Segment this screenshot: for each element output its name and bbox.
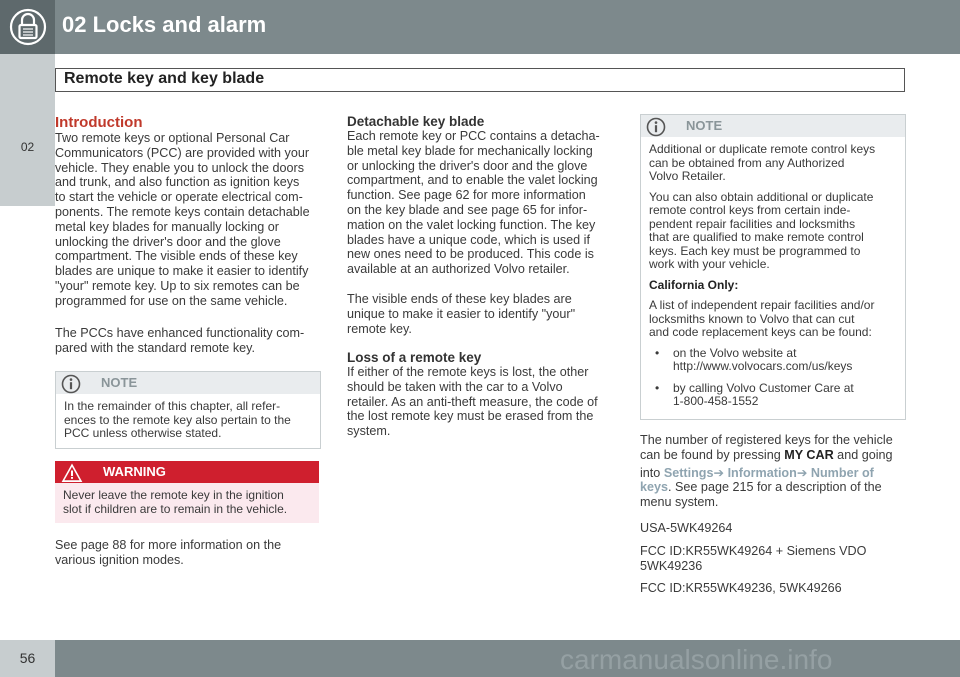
note-box-2	[640, 114, 906, 420]
note-text: Additional or duplicate remote control keys can be obtained from any Authorized Volvo Retailer. You can also obtain additional or duplicate remote control keys from certain inde- pendent repair facilities and locksmiths that are qualified to make remote control keys. Each key must be programmed to work with your vehicle. California Only: A list of independent repair facilities and/or locksmiths known to Volvo that can cut and code replacement keys can be found: • on the Volvo website at http://www.volvocars.com/us/keys • by calling Volvo Customer Care at 1-800-458-1552	[641, 137, 905, 425]
menu-settings: Settings	[663, 465, 714, 480]
intro-paragraph-1: Two remote keys or optional Personal Car Communicators (PCC) are provided with your vehicle. They enable you to unlock the doors and trunk, and also function as ignition keys to start the vehicle or operate electrical com- ponents. The remote keys contain detachable metal key blades for manually locking or unlocking the driver's door and the glove compartment. The visible ends of these key blades are unique to make it easier to identify "your" remote key. Up to six remotes can be programmed for use on the same vehicle.	[55, 131, 310, 308]
see-page-paragraph: See page 88 for more information on the various ignition modes.	[55, 538, 282, 567]
menu-information: Information	[727, 465, 797, 480]
detachable-key-paragraph-1: Each remote key or PCC contains a detacha- ble metal key blade for mechanically locking or unlocking the driver's door and the glove compartment, and to enable the valet locking function. See page 62 for more information on the key blade and see page 65 for infor- mation on the valet locking function. The key blades have a unique code, which is used if new ones need to be produced. This code is available at an authorized Volvo retailer.	[347, 129, 600, 277]
arrow-right-icon: ➔	[713, 465, 725, 480]
intro-paragraph-2: The PCCs have enhanced functionality com- pared with the standard remote key.	[55, 326, 305, 355]
arrow-right-icon: ➔	[796, 465, 808, 480]
intro-heading: Introduction	[55, 114, 143, 131]
note-header	[56, 372, 320, 394]
section-title-bar	[55, 68, 905, 92]
warning-box	[55, 461, 319, 523]
loss-heading: Loss of a remote key	[347, 350, 482, 365]
list-item: • on the Volvo website at http://www.volvocars.com/us/keys	[655, 345, 853, 373]
chapter-icon-box	[0, 0, 55, 54]
warning-header	[55, 461, 319, 483]
side-tab	[0, 54, 55, 206]
note-title: NOTE	[686, 118, 723, 133]
chapter-title: 02 Locks and alarm	[62, 12, 267, 37]
fcc-id-1: FCC ID:KR55WK49264 + Siemens VDO 5WK49236	[640, 544, 867, 573]
page-number: 56	[19, 650, 36, 666]
note-text: In the remainder of this chapter, all refer- ences to the remote key also pertain to the PCC unless otherwise stated.	[64, 399, 291, 440]
padlock-icon	[9, 6, 47, 48]
usa-id: USA-5WK49264	[640, 521, 733, 535]
info-icon	[646, 117, 666, 137]
my-car-button-label: MY CAR	[784, 447, 834, 462]
section-title: Remote key and key blade	[64, 70, 265, 87]
registered-keys-paragraph: The number of registered keys for the vehicle can be found by pressing MY CAR and going into Settings➔ Information➔ Number of keys. See page 215 for a description of the menu system.	[640, 433, 893, 510]
detachable-key-paragraph-2: The visible ends of these key blades are unique to make it easier to identify "your" remote key.	[347, 292, 576, 336]
website-url: http://www.volvocars.com/us/keys	[673, 359, 853, 373]
menu-number-of: Number of	[810, 465, 874, 480]
fcc-id-2: FCC ID:KR55WK49236, 5WK49266	[640, 581, 842, 595]
note-header	[641, 115, 905, 137]
side-tab-number: 02	[20, 140, 35, 154]
watermark: carmanualsonline.info	[560, 644, 833, 675]
loss-paragraph: If either of the remote keys is lost, the other should be taken with the car to a Volvo retailer. As an anti-theft measure, the code of the lost remote key must be erased from the system.	[347, 365, 598, 439]
note-title: NOTE	[101, 375, 138, 390]
bullet: •	[655, 345, 660, 360]
info-icon	[61, 374, 81, 394]
list-item: • by calling Volvo Customer Care at 1-800-458-1552	[655, 380, 854, 408]
warning-title: WARNING	[103, 464, 166, 479]
menu-keys: keys	[640, 480, 669, 495]
warning-triangle-icon	[61, 463, 83, 483]
warning-text: Never leave the remote key in the ignition slot if children are to remain in the vehicle.	[63, 488, 288, 516]
bullet: •	[655, 380, 660, 395]
note-box-1	[55, 371, 321, 449]
detachable-key-heading: Detachable key blade	[347, 114, 485, 129]
phone-number: 1-800-458-1552	[673, 394, 759, 408]
california-label: California Only:	[649, 277, 739, 292]
